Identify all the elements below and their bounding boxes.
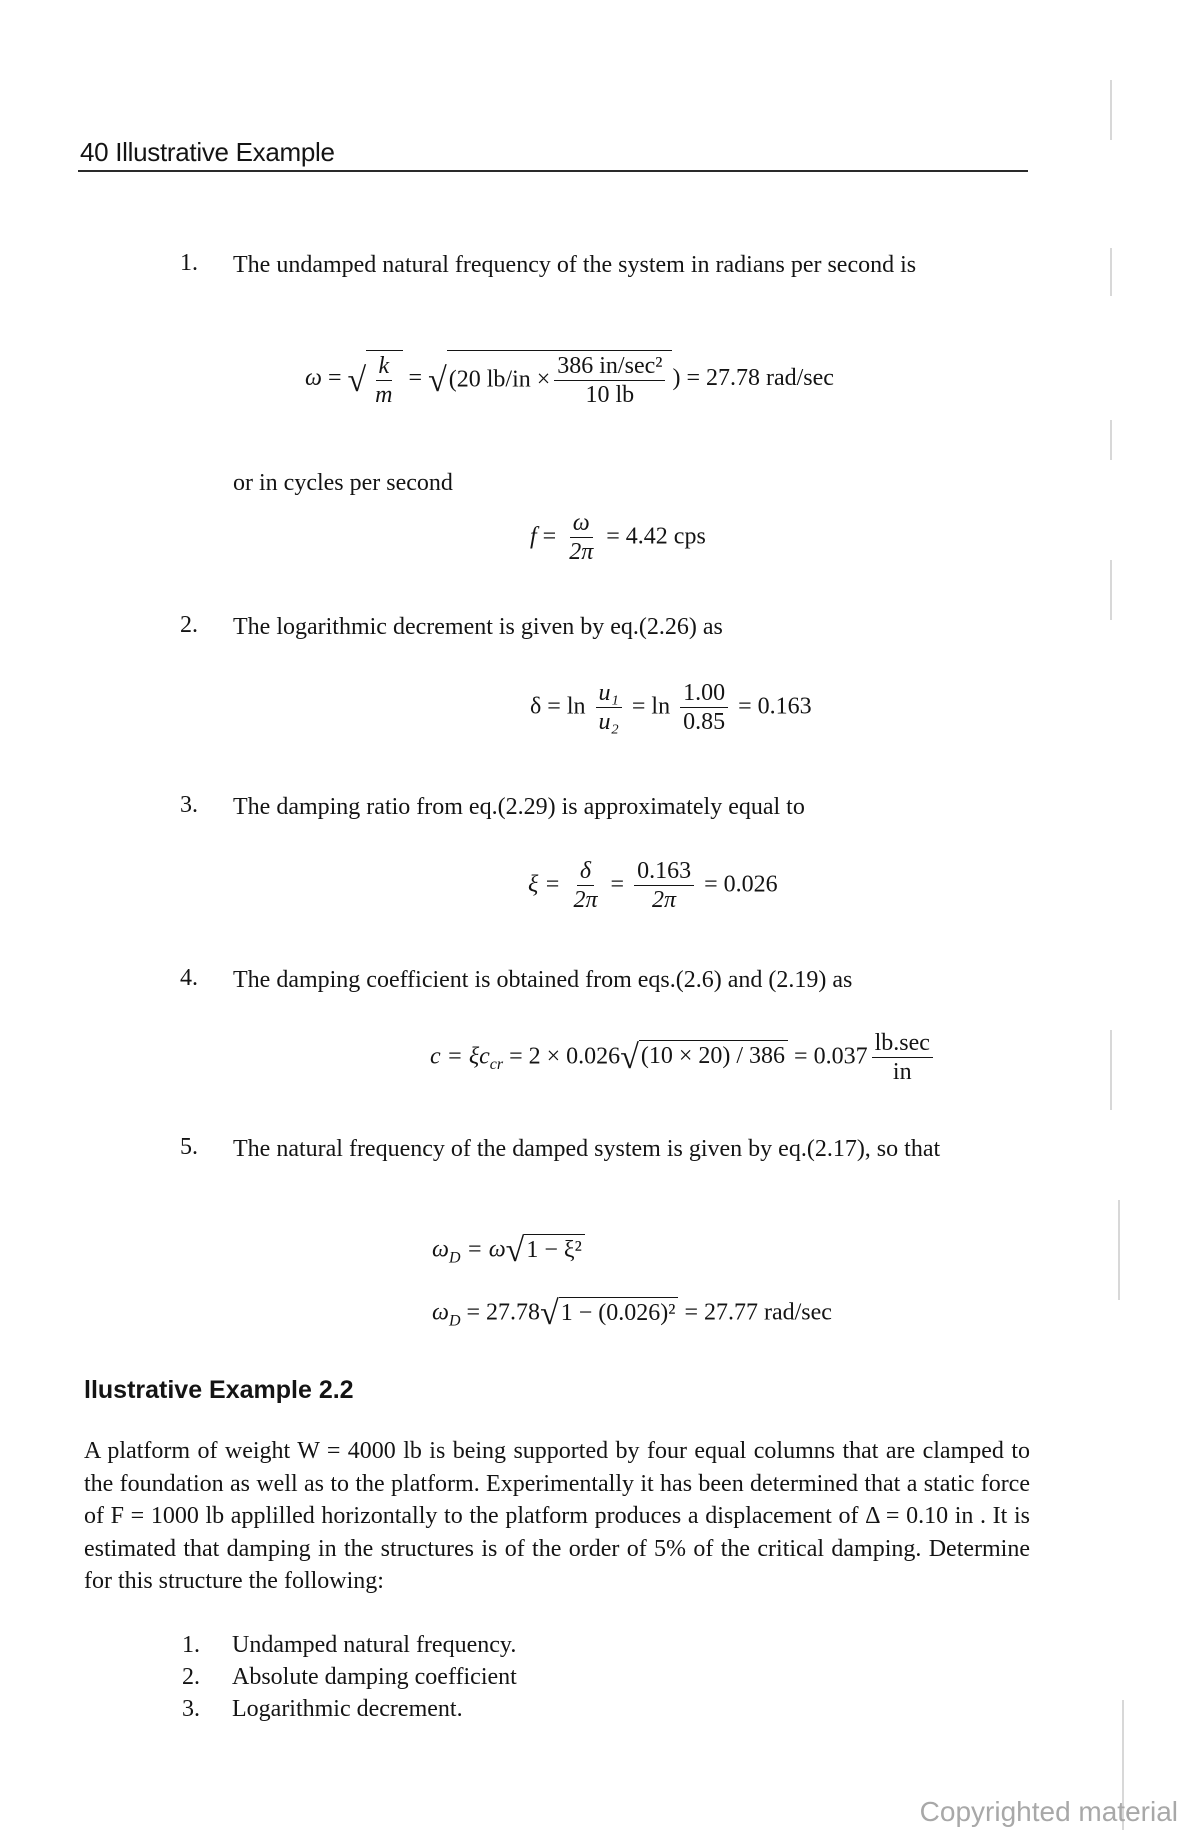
eq-subscript: D [448,1249,461,1267]
list-text: Absolute damping coefficient [232,1664,517,1690]
eq-denominator: 0.85 [683,709,726,736]
sqrt-expression: √1 − (0.026)² [540,1295,678,1333]
list-item [182,1664,517,1691]
page-edge-mark [1110,560,1112,620]
eq-symbol: ω [432,1299,449,1326]
eq-result: = 0.026 [704,871,778,898]
list-text: Undamped natural frequency. [232,1632,517,1658]
page-edge-mark [1110,248,1112,296]
eq-result: = 0.163 [738,693,812,720]
step-text: The natural frequency of the damped system is given by eq.(2.17), so that [233,1136,941,1162]
eq-denominator: 2π [652,887,677,914]
step-text: The damping ratio from eq.(2.29) is approximately equal to [233,794,805,820]
list-item [182,1696,463,1723]
eq-numerator: lb.sec [872,1030,933,1058]
page-edge-mark [1118,1200,1120,1300]
eq-radicand: 1 − ξ² [524,1234,584,1264]
sqrt-k-over-m: √ $\frac{k}{m}$ [348,350,403,409]
eq-denominator: 10 lb [585,382,635,409]
sub-text: or in cycles per second [233,470,453,496]
eq-symbol: ω [305,364,322,391]
equation-omega [305,350,834,409]
copyright-watermark: Copyrighted material [919,1796,1178,1827]
list-text: Logarithmic decrement. [232,1696,463,1722]
example-body: A platform of weight W = 4000 lb is being supported by four equal columns that are clamped to the foundation as well as to the platform. Experimentally it has been determined that a static force of F = 1000 lb applilled horizontally to the platform produces a displacement of Δ = 0.10 in . It is estimated that damping in the structures is of the order of 5% of the critical damping. Determine for this structure the following: [84,1438,1030,1594]
eq-symbol: ω [432,1236,449,1263]
sqrt-expression: √1 − ξ² [506,1232,585,1270]
eq-numerator: 0.163 [634,858,694,886]
equation-log-decrement [530,680,812,736]
step-number: 5. [180,1134,198,1160]
step-number: 2. [180,612,198,638]
eq-term: ξ = [528,871,561,898]
example-title: llustrative Example 2.2 [84,1376,354,1404]
eq-denominator: in [892,1059,912,1086]
eq-term: = ln [631,693,671,720]
eq-operator: = [542,523,557,550]
list-item [182,1632,516,1659]
step-number: 3. [180,792,198,818]
eq-symbol: k [376,353,393,381]
step-text: The undamped natural frequency of the system in radians per second is [233,252,917,278]
equation-damped-frequency-2 [432,1295,832,1333]
equation-frequency [530,510,706,566]
eq-numerator: ω [570,510,593,538]
sqrt-expression: √(10 × 20) / 386 [620,1039,788,1077]
eq-term: = ω [460,1236,506,1263]
sqrt-expression: √(20 lb/in × $\frac{\text{386 in/sec²}}{10 lb}$ [428,350,672,409]
eq-operator: = [327,364,342,391]
eq-radicand: 1 − (0.026)² [559,1297,679,1327]
eq-result: = 4.42 cps [606,523,706,550]
eq-numerator: 1.00 [680,680,728,708]
list-number: 1. [182,1632,200,1658]
step-number: 1. [180,250,198,276]
eq-radicand: (10 × 20) / 386 [639,1040,788,1070]
page-header: 40 Illustrative Example [80,137,335,167]
page-edge-mark [1110,1030,1112,1110]
eq-operator: = [610,871,625,898]
step-number: 4. [180,965,198,991]
eq-numerator: u₁ [596,680,622,708]
eq-subscript: cr [489,1056,504,1074]
equation-damping-ratio [528,858,778,914]
page-edge-mark [1110,80,1112,140]
eq-term: c = ξc [430,1043,490,1070]
eq-numerator: δ [577,858,594,886]
eq-term: = 0.037 [788,1043,868,1070]
page-edge-mark [1110,420,1112,460]
eq-denominator: u₂ [598,709,619,736]
equation-damping-coefficient [430,1030,937,1086]
header-rule [78,170,1028,172]
eq-subscript: D [448,1312,461,1330]
eq-denominator: 2π [573,887,598,914]
step-text: The logarithmic decrement is given by eq.(2.26) as [233,614,723,640]
eq-numerator: 386 in/sec² [554,353,665,381]
eq-symbol: f [530,523,537,550]
eq-symbol: m [375,382,393,409]
list-number: 2. [182,1664,200,1690]
eq-operator: = [408,364,423,391]
eq-term: = 27.78 [460,1299,541,1326]
eq-term: δ = ln [530,693,586,720]
eq-denominator: 2π [569,539,594,566]
eq-result: = 27.77 rad/sec [678,1299,832,1326]
eq-term: = 2 × 0.026 [503,1043,621,1070]
list-number: 3. [182,1696,200,1722]
step-text: The damping coefficient is obtained from eqs.(2.6) and (2.19) as [233,967,853,993]
eq-term: (20 lb/in × [448,366,551,393]
eq-result: ) = 27.78 rad/sec [672,364,834,391]
equation-damped-frequency-1 [432,1232,585,1270]
